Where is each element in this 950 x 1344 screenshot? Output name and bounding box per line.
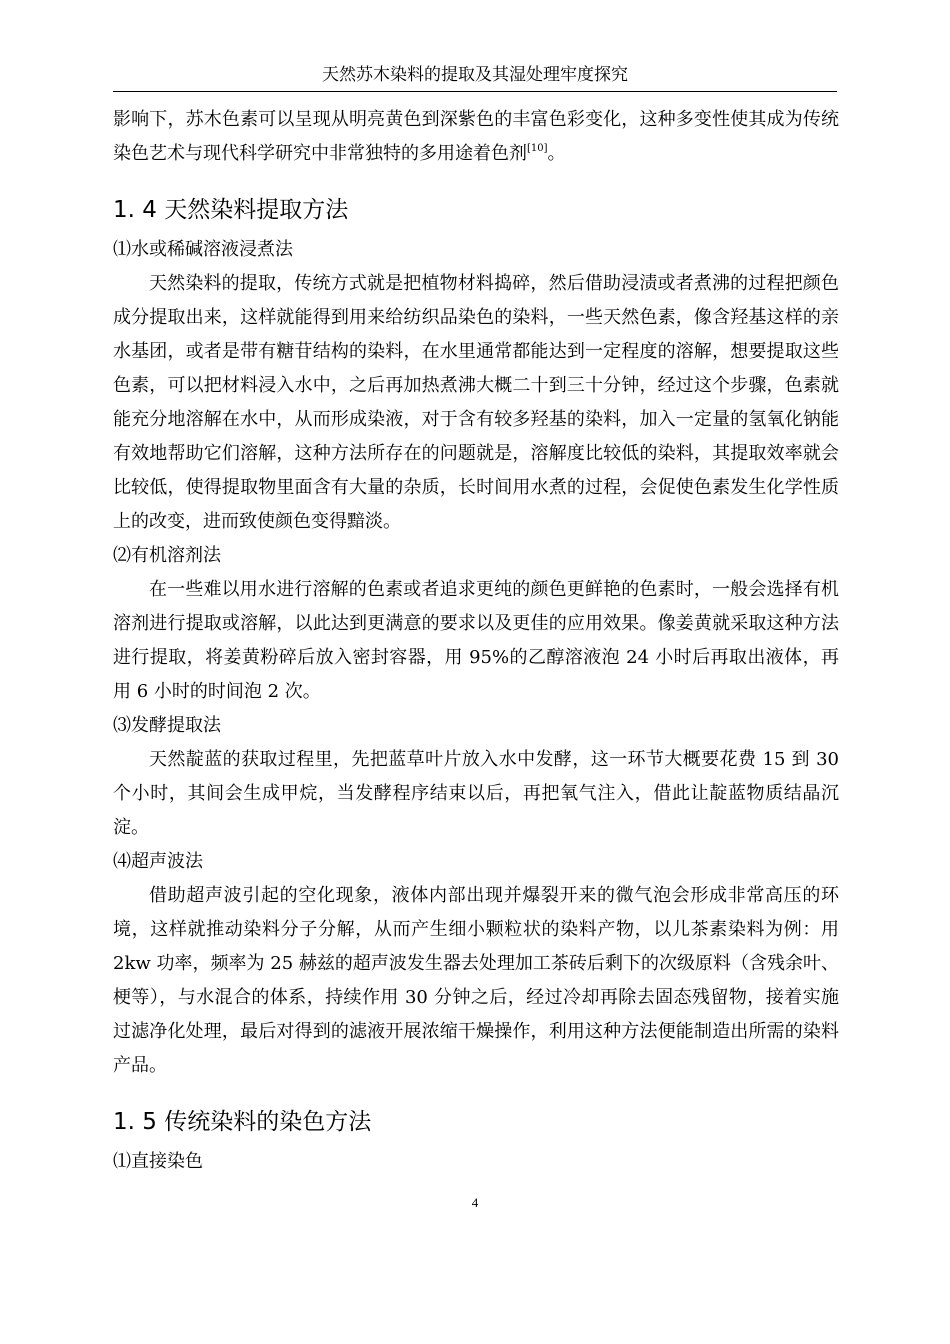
section-heading-1-5: 1. 5 传统染料的染色方法 (113, 1109, 372, 1135)
intro-end: 。 (547, 143, 566, 164)
method-paragraph: 天然染料的提取，传统方式就是把植物材料捣碎，然后借助浸渍或者煮沸的过程把颜色成分提取出来，这样就能得到用来给纺织品染色的染料，一些天然色素，像含羟基这样的亲水基团，或者是带有糖苷结构的染料，在水里通常都能达到一定程度的溶解，想要提取这些色素，可以把材料浸入水中，之后再加热煮沸大概二十到三十分钟，经过这个步骤，色素就能充分地溶解在水中，从而形成染液，对于含有较多羟基的染料，加入一定量的氢氧化钠能有效地帮助它们溶解，这种方法所存在的问题就是，溶解度比较低的染料，其提取效率就会比较低，使得提取物里面含有大量的杂质，长时间用水煮的过程，会促使色素发生化学性质上的改变，进而致使颜色变得黯淡。 (113, 273, 839, 532)
method-label: ⑶发酵提取法 (113, 715, 221, 736)
method-label: ⑷超声波法 (113, 851, 203, 872)
method-paragraph: 天然靛蓝的获取过程里，先把蓝草叶片放入水中发酵，这一环节大概要花费 15 到 30 个小时，其间会生成甲烷，当发酵程序结束以后，再把氧气注入，借此让靛蓝物质结晶沉淀。 (113, 749, 839, 838)
section-heading-1-4: 1. 4 天然染料提取方法 (113, 197, 349, 223)
citation-ref: [10] (527, 143, 548, 154)
intro-paragraph (113, 103, 839, 171)
method-label: ⑴水或稀碱溶液浸煮法 (113, 239, 293, 260)
running-header: 天然苏木染料的提取及其湿处理牢度探究 (322, 65, 628, 85)
method-paragraph: 在一些难以用水进行溶解的色素或者追求更纯的颜色更鲜艳的色素时，一般会选择有机溶剂进行提取或溶解，以此达到更满意的要求以及更佳的应用效果。像姜黄就采取这种方法进行提取，将姜黄粉碎后放入密封容器，用 95%的乙醇溶液泡 24 小时后再取出液体，再用 6 小时的时间泡 2 次。 (113, 579, 839, 702)
page-number: 4 (471, 1195, 479, 1210)
method-label: ⑵有机溶剂法 (113, 545, 221, 566)
header-rule (113, 91, 837, 92)
body-text (113, 103, 839, 1179)
method-label: ⑴直接染色 (113, 1151, 203, 1172)
intro-text: 影响下，苏木色素可以呈现从明亮黄色到深紫色的丰富色彩变化，这种多变性使其成为传统染色艺术与现代科学研究中非常独特的多用途着色剂 (113, 109, 839, 164)
method-paragraph: 借助超声波引起的空化现象，液体内部出现并爆裂开来的微气泡会形成非常高压的环境，这样就推动染料分子分解，从而产生细小颗粒状的染料产物，以儿茶素染料为例：用 2kw 功率，频率为 25 赫兹的超声波发生器去处理加工茶砖后剩下的次级原料（含残余叶、梗等），与水混合的体系，持续作用 30 分钟之后，经过冷却再除去固态残留物，接着实施过滤净化处理，最后对得到的滤液开展浓缩干燥操作，利用这种方法便能制造出所需的染料产品。 (113, 885, 839, 1076)
